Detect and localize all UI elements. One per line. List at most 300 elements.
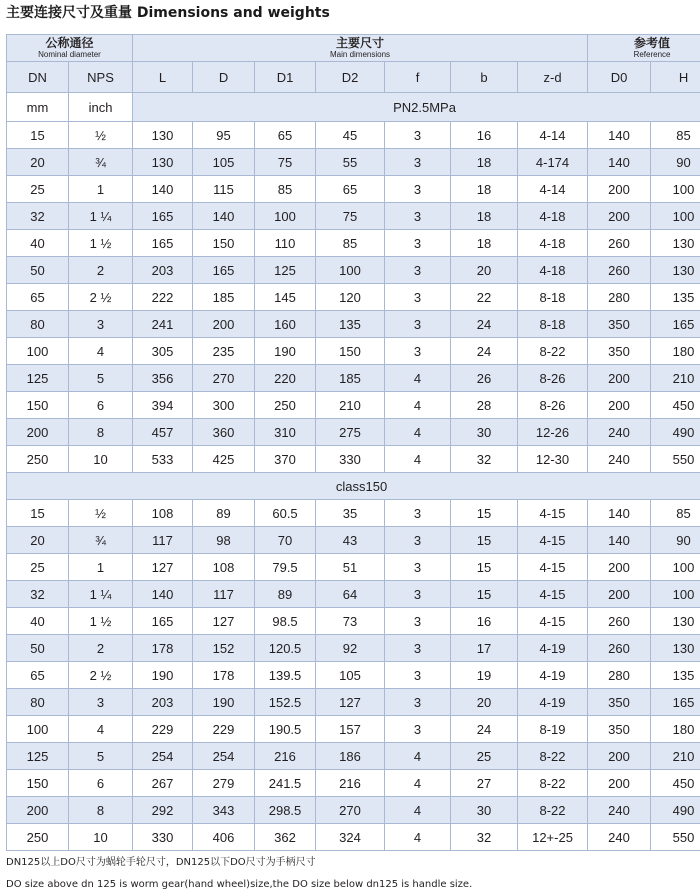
table-cell: 18 xyxy=(451,149,518,176)
table-cell: 125 xyxy=(7,365,69,392)
table-cell: 200 xyxy=(193,311,255,338)
table-cell: 17 xyxy=(451,635,518,662)
table-cell: 165 xyxy=(133,203,193,230)
table-cell: 203 xyxy=(133,689,193,716)
table-cell: 8-26 xyxy=(518,392,588,419)
table-cell: 6 xyxy=(69,392,133,419)
footnotes xyxy=(6,852,472,896)
column-header: H xyxy=(651,62,700,93)
table-cell: 20 xyxy=(451,257,518,284)
table-cell: 8-22 xyxy=(518,338,588,365)
table-cell: 24 xyxy=(451,311,518,338)
table-row xyxy=(7,797,700,824)
table-cell: 27 xyxy=(451,770,518,797)
table-cell: 4-18 xyxy=(518,230,588,257)
table-cell: 140 xyxy=(193,203,255,230)
table-cell: 70 xyxy=(255,527,316,554)
table-cell: 85 xyxy=(651,500,700,527)
table-cell: 8 xyxy=(69,797,133,824)
table-cell: 254 xyxy=(193,743,255,770)
table-cell: 190 xyxy=(133,662,193,689)
table-cell: 3 xyxy=(385,338,451,365)
table-cell: 140 xyxy=(588,527,651,554)
table-cell: 240 xyxy=(588,419,651,446)
table-cell: 3 xyxy=(385,284,451,311)
table-row xyxy=(7,311,700,338)
table-cell: 2 ½ xyxy=(69,284,133,311)
table-cell: 25 xyxy=(451,743,518,770)
table-cell: 450 xyxy=(651,770,700,797)
table-cell: 80 xyxy=(7,689,69,716)
table-cell: 105 xyxy=(316,662,385,689)
header-reference: 参考值 Reference xyxy=(588,35,700,62)
table-cell: 330 xyxy=(316,446,385,473)
table-cell: 1 ¼ xyxy=(69,203,133,230)
table-cell: 100 xyxy=(651,581,700,608)
table-row xyxy=(7,554,700,581)
table-cell: 152 xyxy=(193,635,255,662)
table-cell: 8-22 xyxy=(518,770,588,797)
column-header: b xyxy=(451,62,518,93)
table-cell: 22 xyxy=(451,284,518,311)
table-cell: 152.5 xyxy=(255,689,316,716)
table-cell: 267 xyxy=(133,770,193,797)
table-cell: 55 xyxy=(316,149,385,176)
table-cell: 16 xyxy=(451,122,518,149)
table-cell: 64 xyxy=(316,581,385,608)
table-cell: 490 xyxy=(651,797,700,824)
header-nominal-diameter: 公称通径 Nominal diameter xyxy=(7,35,133,62)
table-cell: 20 xyxy=(7,149,69,176)
table-cell: 2 xyxy=(69,635,133,662)
table-cell: 100 xyxy=(651,203,700,230)
table-cell: 108 xyxy=(193,554,255,581)
table-row xyxy=(7,176,700,203)
table-cell: 356 xyxy=(133,365,193,392)
section-row xyxy=(7,473,700,500)
header-group-row xyxy=(7,35,700,62)
table-cell: 130 xyxy=(651,635,700,662)
table-row xyxy=(7,122,700,149)
table-cell: 18 xyxy=(451,230,518,257)
table-row xyxy=(7,338,700,365)
column-header: D2 xyxy=(316,62,385,93)
table-cell: 3 xyxy=(385,311,451,338)
table-cell: 200 xyxy=(588,365,651,392)
table-cell: 200 xyxy=(7,797,69,824)
table-cell: 32 xyxy=(451,824,518,851)
table-cell: 12-26 xyxy=(518,419,588,446)
table-cell: 18 xyxy=(451,176,518,203)
table-cell: 4 xyxy=(69,716,133,743)
table-cell: 200 xyxy=(588,743,651,770)
table-cell: 8 xyxy=(69,419,133,446)
table-cell: 270 xyxy=(193,365,255,392)
table-row xyxy=(7,365,700,392)
table-cell: 25 xyxy=(7,554,69,581)
table-cell: 260 xyxy=(588,608,651,635)
table-cell: 260 xyxy=(588,257,651,284)
table-cell: 3 xyxy=(69,689,133,716)
footnote-zh: DN125以上DO尺寸为蜗轮手轮尺寸，DN125以下DO尺寸为手柄尺寸 xyxy=(6,857,316,868)
table-cell: 180 xyxy=(651,338,700,365)
column-header-row xyxy=(7,62,700,93)
table-cell: 127 xyxy=(193,608,255,635)
table-cell: 490 xyxy=(651,419,700,446)
table-cell: 15 xyxy=(451,527,518,554)
table-row xyxy=(7,257,700,284)
table-cell: 4-19 xyxy=(518,635,588,662)
table-cell: 130 xyxy=(133,149,193,176)
table-cell: 150 xyxy=(7,392,69,419)
table-cell: 250 xyxy=(255,392,316,419)
column-header: L xyxy=(133,62,193,93)
table-cell: 40 xyxy=(7,608,69,635)
table-cell: 533 xyxy=(133,446,193,473)
table-cell: 4-14 xyxy=(518,176,588,203)
table-cell: 60.5 xyxy=(255,500,316,527)
table-cell: 25 xyxy=(7,176,69,203)
table-cell: 160 xyxy=(255,311,316,338)
table-cell: 108 xyxy=(133,500,193,527)
table-cell: 200 xyxy=(588,770,651,797)
table-cell: 32 xyxy=(7,581,69,608)
table-cell: ¾ xyxy=(69,527,133,554)
table-cell: ½ xyxy=(69,122,133,149)
table-cell: 280 xyxy=(588,662,651,689)
table-cell: ¾ xyxy=(69,149,133,176)
table-cell: 3 xyxy=(385,689,451,716)
table-cell: 8-22 xyxy=(518,743,588,770)
table-cell: 85 xyxy=(651,122,700,149)
table-cell: 235 xyxy=(193,338,255,365)
table-cell: 98.5 xyxy=(255,608,316,635)
table-cell: 4 xyxy=(385,365,451,392)
table-cell: 1 xyxy=(69,176,133,203)
table-cell: 65 xyxy=(255,122,316,149)
column-header: DN xyxy=(7,62,69,93)
table-cell: 1 xyxy=(69,554,133,581)
table-cell: 200 xyxy=(588,176,651,203)
table-cell: 50 xyxy=(7,635,69,662)
table-row xyxy=(7,581,700,608)
table-cell: 279 xyxy=(193,770,255,797)
table-cell: 3 xyxy=(385,716,451,743)
table-cell: 4 xyxy=(385,392,451,419)
table-cell: 130 xyxy=(651,608,700,635)
table-cell: 140 xyxy=(133,581,193,608)
table-row xyxy=(7,149,700,176)
table-cell: 120 xyxy=(316,284,385,311)
table-cell: 8-18 xyxy=(518,311,588,338)
table-cell: 324 xyxy=(316,824,385,851)
table-cell: 5 xyxy=(69,365,133,392)
column-header: D1 xyxy=(255,62,316,93)
table-cell: 203 xyxy=(133,257,193,284)
table-cell: 135 xyxy=(651,284,700,311)
unit-nps: inch xyxy=(69,93,133,122)
table-cell: 165 xyxy=(651,689,700,716)
table-cell: 216 xyxy=(255,743,316,770)
table-cell: 4-19 xyxy=(518,689,588,716)
table-cell: 32 xyxy=(451,446,518,473)
table-cell: 120.5 xyxy=(255,635,316,662)
table-cell: 4 xyxy=(385,824,451,851)
table-row xyxy=(7,392,700,419)
table-cell: 4-15 xyxy=(518,500,588,527)
table-cell: 350 xyxy=(588,716,651,743)
table-cell: 110 xyxy=(255,230,316,257)
table-cell: 43 xyxy=(316,527,385,554)
table-cell: 1 ½ xyxy=(69,230,133,257)
table-cell: 200 xyxy=(588,554,651,581)
column-header: z-d xyxy=(518,62,588,93)
table-cell: 135 xyxy=(651,662,700,689)
table-cell: 140 xyxy=(588,500,651,527)
table-cell: 305 xyxy=(133,338,193,365)
table-cell: 65 xyxy=(316,176,385,203)
table-cell: 89 xyxy=(255,581,316,608)
table-cell: 178 xyxy=(193,662,255,689)
table-cell: 250 xyxy=(7,824,69,851)
table-cell: 3 xyxy=(385,554,451,581)
table-cell: 190 xyxy=(255,338,316,365)
table-cell: 18 xyxy=(451,203,518,230)
table-cell: 150 xyxy=(316,338,385,365)
table-cell: 135 xyxy=(316,311,385,338)
table-cell: 165 xyxy=(133,608,193,635)
table-cell: 125 xyxy=(255,257,316,284)
table-cell: 20 xyxy=(451,689,518,716)
table-cell: 4 xyxy=(69,338,133,365)
table-row xyxy=(7,203,700,230)
table-cell: 1 ½ xyxy=(69,608,133,635)
table-cell: 250 xyxy=(7,446,69,473)
table-row xyxy=(7,635,700,662)
table-cell: 32 xyxy=(7,203,69,230)
table-cell: 26 xyxy=(451,365,518,392)
table-cell: 15 xyxy=(451,554,518,581)
table-cell: 3 xyxy=(385,257,451,284)
table-cell: 80 xyxy=(7,311,69,338)
table-cell: 8-22 xyxy=(518,797,588,824)
table-cell: 100 xyxy=(651,176,700,203)
table-cell: 4 xyxy=(385,419,451,446)
table-cell: 200 xyxy=(588,392,651,419)
table-row xyxy=(7,527,700,554)
table-cell: ½ xyxy=(69,500,133,527)
table-cell: 15 xyxy=(7,500,69,527)
table-cell: 89 xyxy=(193,500,255,527)
table-cell: 4-15 xyxy=(518,527,588,554)
table-cell: 100 xyxy=(255,203,316,230)
table-cell: 190.5 xyxy=(255,716,316,743)
table-cell: 350 xyxy=(588,689,651,716)
table-cell: 95 xyxy=(193,122,255,149)
table-cell: 3 xyxy=(385,230,451,257)
table-cell: 16 xyxy=(451,608,518,635)
table-cell: 125 xyxy=(7,743,69,770)
table-cell: 240 xyxy=(588,446,651,473)
table-cell: 8-26 xyxy=(518,365,588,392)
table-cell: 298.5 xyxy=(255,797,316,824)
table-cell: 100 xyxy=(316,257,385,284)
table-cell: 79.5 xyxy=(255,554,316,581)
table-cell: 229 xyxy=(193,716,255,743)
table-cell: 51 xyxy=(316,554,385,581)
table-cell: 150 xyxy=(193,230,255,257)
table-row xyxy=(7,743,700,770)
table-cell: 139.5 xyxy=(255,662,316,689)
table-cell: 210 xyxy=(651,743,700,770)
table-row xyxy=(7,662,700,689)
table-cell: 117 xyxy=(133,527,193,554)
table-cell: 105 xyxy=(193,149,255,176)
table-cell: 292 xyxy=(133,797,193,824)
table-cell: 100 xyxy=(651,554,700,581)
table-cell: 4-14 xyxy=(518,122,588,149)
table-cell: 15 xyxy=(451,581,518,608)
table-row xyxy=(7,608,700,635)
table-row xyxy=(7,284,700,311)
table-cell: 260 xyxy=(588,230,651,257)
table-cell: 4 xyxy=(385,446,451,473)
table-cell: 30 xyxy=(451,797,518,824)
table-cell: 254 xyxy=(133,743,193,770)
table-cell: 350 xyxy=(588,311,651,338)
footnote-en: DO size above dn 125 is worm gear(hand wheel)size,the DO size below dn125 is handle size. xyxy=(6,879,473,890)
table-cell: 10 xyxy=(69,824,133,851)
table-cell: 12+-25 xyxy=(518,824,588,851)
header-main-dimensions: 主要尺寸 Main dimensions xyxy=(133,35,588,62)
table-cell: 45 xyxy=(316,122,385,149)
table-cell: 10 xyxy=(69,446,133,473)
table-cell: 3 xyxy=(385,122,451,149)
table-cell: 12-30 xyxy=(518,446,588,473)
table-cell: 275 xyxy=(316,419,385,446)
column-header: NPS xyxy=(69,62,133,93)
table-cell: 362 xyxy=(255,824,316,851)
table-cell: 241.5 xyxy=(255,770,316,797)
table-cell: 343 xyxy=(193,797,255,824)
table-cell: 222 xyxy=(133,284,193,311)
table-cell: 90 xyxy=(651,527,700,554)
table-cell: 165 xyxy=(133,230,193,257)
page-title: 主要连接尺寸及重量 Dimensions and weights xyxy=(6,5,330,21)
table-cell: 75 xyxy=(316,203,385,230)
table-cell: 3 xyxy=(385,527,451,554)
table-cell: 90 xyxy=(651,149,700,176)
table-cell: 216 xyxy=(316,770,385,797)
column-header: D xyxy=(193,62,255,93)
table-cell: 140 xyxy=(588,122,651,149)
table-cell: 92 xyxy=(316,635,385,662)
table-cell: 5 xyxy=(69,743,133,770)
table-cell: 185 xyxy=(193,284,255,311)
table-row xyxy=(7,689,700,716)
table-cell: 4-15 xyxy=(518,581,588,608)
section-label: PN2.5MPa xyxy=(133,93,700,122)
column-header: D0 xyxy=(588,62,651,93)
table-cell: 20 xyxy=(7,527,69,554)
table-cell: 220 xyxy=(255,365,316,392)
table-cell: 180 xyxy=(651,716,700,743)
table-cell: 157 xyxy=(316,716,385,743)
table-cell: 65 xyxy=(7,662,69,689)
table-cell: 280 xyxy=(588,284,651,311)
table-cell: 3 xyxy=(69,311,133,338)
table-cell: 2 ½ xyxy=(69,662,133,689)
table-cell: 200 xyxy=(588,203,651,230)
table-cell: 4-19 xyxy=(518,662,588,689)
table-cell: 241 xyxy=(133,311,193,338)
table-cell: 19 xyxy=(451,662,518,689)
table-cell: 186 xyxy=(316,743,385,770)
table-cell: 98 xyxy=(193,527,255,554)
table-cell: 50 xyxy=(7,257,69,284)
table-row xyxy=(7,770,700,797)
table-cell: 425 xyxy=(193,446,255,473)
section-label: class150 xyxy=(7,473,700,500)
table-cell: 130 xyxy=(651,257,700,284)
table-cell: 210 xyxy=(316,392,385,419)
table-cell: 127 xyxy=(316,689,385,716)
table-cell: 190 xyxy=(193,689,255,716)
table-cell: 270 xyxy=(316,797,385,824)
table-cell: 3 xyxy=(385,662,451,689)
table-cell: 240 xyxy=(588,824,651,851)
table-row xyxy=(7,419,700,446)
table-cell: 4-15 xyxy=(518,608,588,635)
table-cell: 115 xyxy=(193,176,255,203)
table-cell: 4-15 xyxy=(518,554,588,581)
table-cell: 210 xyxy=(651,365,700,392)
table-cell: 3 xyxy=(385,581,451,608)
table-cell: 3 xyxy=(385,500,451,527)
table-cell: 550 xyxy=(651,446,700,473)
unit-dn: mm xyxy=(7,93,69,122)
table-cell: 330 xyxy=(133,824,193,851)
table-row xyxy=(7,446,700,473)
table-cell: 130 xyxy=(651,230,700,257)
table-cell: 8-18 xyxy=(518,284,588,311)
table-cell: 178 xyxy=(133,635,193,662)
table-cell: 300 xyxy=(193,392,255,419)
table-cell: 1 ¼ xyxy=(69,581,133,608)
table-cell: 3 xyxy=(385,635,451,662)
table-cell: 8-19 xyxy=(518,716,588,743)
table-cell: 200 xyxy=(7,419,69,446)
table-row xyxy=(7,824,700,851)
table-cell: 3 xyxy=(385,608,451,635)
table-cell: 240 xyxy=(588,797,651,824)
table-cell: 75 xyxy=(255,149,316,176)
table-cell: 100 xyxy=(7,716,69,743)
table-cell: 200 xyxy=(588,581,651,608)
table-cell: 350 xyxy=(588,338,651,365)
table-cell: 140 xyxy=(133,176,193,203)
table-cell: 15 xyxy=(7,122,69,149)
table-row xyxy=(7,500,700,527)
table-cell: 4-18 xyxy=(518,203,588,230)
table-cell: 310 xyxy=(255,419,316,446)
table-cell: 4 xyxy=(385,743,451,770)
table-cell: 3 xyxy=(385,176,451,203)
table-cell: 130 xyxy=(133,122,193,149)
table-cell: 24 xyxy=(451,338,518,365)
table-cell: 73 xyxy=(316,608,385,635)
table-cell: 370 xyxy=(255,446,316,473)
